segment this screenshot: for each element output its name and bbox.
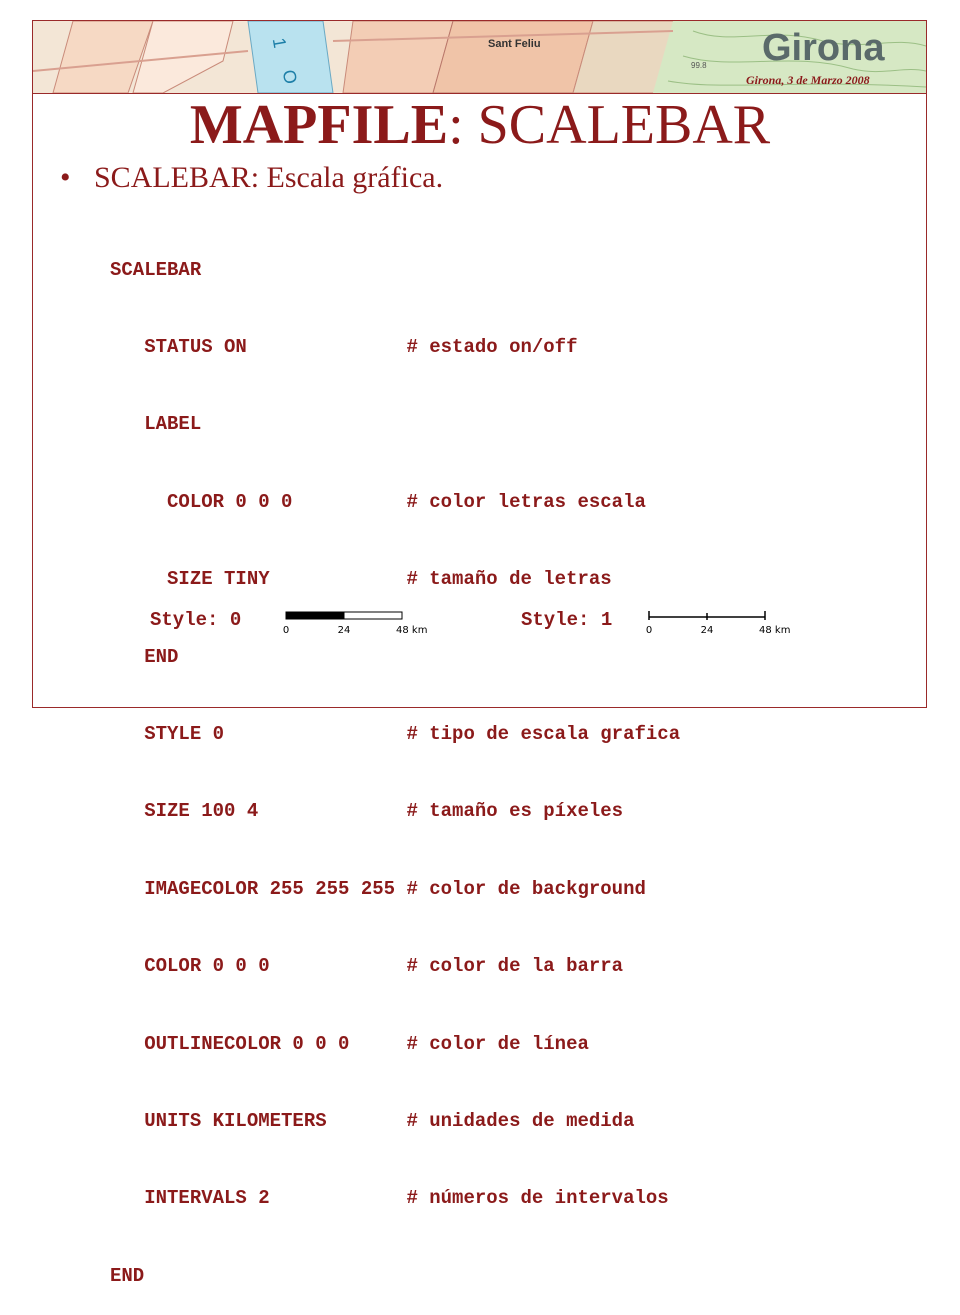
svg-text:1: 1 [268, 36, 291, 50]
scalebar-style0 [282, 608, 442, 636]
code-line: UNITS KILOMETERS # unidades de medida [110, 1109, 635, 1132]
code-block [110, 206, 680, 1315]
code-line: SIZE 100 4 # tamaño es píxeles [110, 800, 624, 823]
street-label: Sant Feliu [488, 38, 541, 50]
title-bold: MAPFILE [189, 94, 449, 156]
bullet-text: SCALEBAR: Escala gráfica. [94, 161, 444, 194]
tick-label: 24 [700, 625, 714, 636]
code-line: COLOR 0 0 0 # color letras escala [110, 490, 646, 513]
code-line: OUTLINECOLOR 0 0 0 # color de línea [110, 1032, 589, 1055]
elevation-label: 99.8 [691, 61, 707, 70]
code-line: LABEL [110, 413, 202, 436]
code-line: STATUS ON # estado on/off [110, 335, 578, 358]
svg-text:O: O [278, 68, 301, 86]
code-line: STYLE 0 # tipo de escala grafica [110, 722, 681, 745]
code-line: END [110, 1264, 145, 1287]
girona-logo: Girona [762, 27, 885, 69]
code-line: SCALEBAR [110, 258, 202, 281]
tick-label: 0 [282, 625, 290, 636]
code-line: COLOR 0 0 0 # color de la barra [110, 955, 624, 978]
style1-label: Style: 1 [521, 609, 613, 631]
style0-label: Style: 0 [150, 609, 242, 631]
code-line: END [110, 645, 179, 668]
scalebar-segment-empty [344, 612, 402, 619]
tick-label: 48 km [396, 625, 428, 636]
tick-label: 48 km [759, 625, 791, 636]
title-rest: : SCALEBAR [448, 94, 771, 156]
tick-label: 24 [337, 625, 351, 636]
tick-label: 0 [645, 625, 653, 636]
scalebar-style1 [645, 608, 810, 636]
code-line: SIZE TINY # tamaño de letras [110, 568, 612, 591]
code-line: INTERVALS 2 # números de intervalos [110, 1187, 669, 1210]
page-title [0, 90, 960, 160]
code-line: IMAGECOLOR 255 255 255 # color de background [110, 877, 646, 900]
scalebar-segment-filled [286, 612, 344, 619]
bullet-point [60, 160, 443, 196]
bullet-icon: • [60, 161, 71, 194]
banner-date: Girona, 3 de Marzo 2008 [746, 73, 870, 87]
